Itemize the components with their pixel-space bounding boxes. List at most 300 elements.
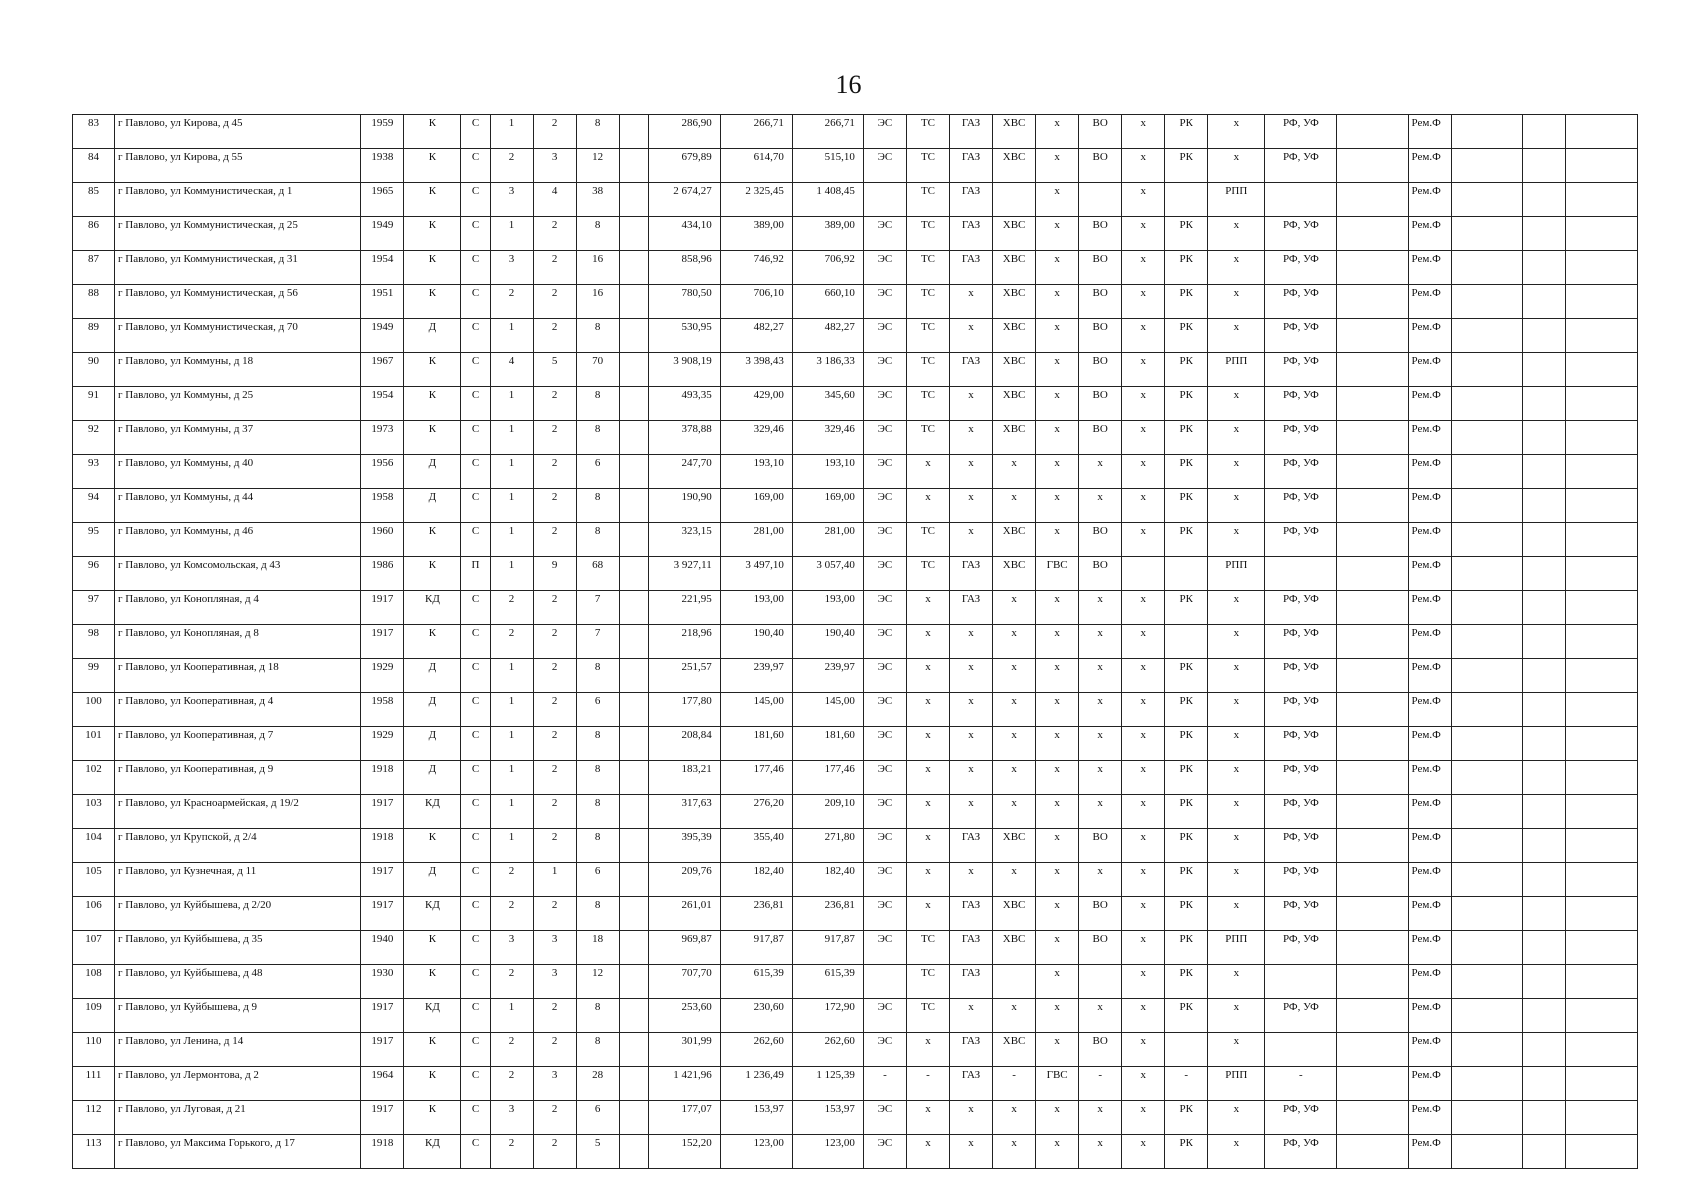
cell-sewerage: ВО (1079, 353, 1122, 387)
cell-hot-water: х (1036, 149, 1079, 183)
cell-apartments: 28 (576, 1067, 619, 1101)
cell-building-type: С (461, 829, 490, 863)
cell-total-area: 208,84 (648, 727, 720, 761)
cell-repair-fund: Рем.Ф (1408, 829, 1451, 863)
cell-floors: 5 (533, 353, 576, 387)
cell-address: г Павлово, ул Коммуны, д 37 (115, 421, 361, 455)
cell-cold-water: ХВС (993, 421, 1036, 455)
table-row (73, 829, 1638, 863)
cell-year-built: 1954 (361, 251, 404, 285)
cell-gas: х (950, 693, 993, 727)
cell-entrances: 2 (490, 1067, 533, 1101)
cell-entrances: 3 (490, 183, 533, 217)
cell-cold-water: ХВС (993, 319, 1036, 353)
cell-col-25 (1451, 591, 1522, 625)
cell-hot-water: х (1036, 1101, 1079, 1135)
cell-apartments: 18 (576, 931, 619, 965)
cell-gas: х (950, 999, 993, 1033)
cell-col-19: х (1122, 625, 1165, 659)
cell-apartments: 7 (576, 625, 619, 659)
cell-fund-type: РФ, УФ (1265, 149, 1337, 183)
cell-building-type: С (461, 489, 490, 523)
cell-row-number: 100 (73, 693, 115, 727)
cell-living-area: 1 236,49 (720, 1067, 792, 1101)
cell-fund-type: РФ, УФ (1265, 727, 1337, 761)
cell-apartments: 5 (576, 1135, 619, 1169)
cell-repair-fund: Рем.Ф (1408, 897, 1451, 931)
cell-private-area: 660,10 (792, 285, 863, 319)
cell-entrances: 2 (490, 591, 533, 625)
cell-address: г Павлово, ул Конопляная, д 8 (115, 625, 361, 659)
cell-gas: х (950, 455, 993, 489)
cell-repair-fund: Рем.Ф (1408, 455, 1451, 489)
cell-col-23 (1337, 1135, 1408, 1169)
cell-gas: ГАЗ (950, 965, 993, 999)
cell-col-19: х (1122, 591, 1165, 625)
cell-building-type: С (461, 1135, 490, 1169)
cell-total-area: 434,10 (648, 217, 720, 251)
cell-col-26 (1522, 353, 1565, 387)
cell-cold-water: ХВС (993, 353, 1036, 387)
cell-building-type: С (461, 727, 490, 761)
cell-total-area: 493,35 (648, 387, 720, 421)
cell-col-27 (1565, 557, 1637, 591)
cell-service-type: х (1208, 455, 1265, 489)
cell-empty-col (619, 183, 648, 217)
cell-private-area: 515,10 (792, 149, 863, 183)
cell-gas: х (950, 319, 993, 353)
cell-building-type: С (461, 795, 490, 829)
cell-total-area: 1 421,96 (648, 1067, 720, 1101)
cell-heating: ТС (906, 523, 949, 557)
cell-cold-water: ХВС (993, 149, 1036, 183)
cell-service-type: х (1208, 1135, 1265, 1169)
cell-heating: х (906, 591, 949, 625)
cell-col-19: х (1122, 795, 1165, 829)
cell-col-20: РК (1165, 897, 1208, 931)
cell-sewerage: х (1079, 693, 1122, 727)
cell-col-27 (1565, 795, 1637, 829)
cell-repair-fund: Рем.Ф (1408, 761, 1451, 795)
cell-apartments: 8 (576, 115, 619, 149)
cell-apartments: 6 (576, 863, 619, 897)
cell-wall-material: КД (404, 591, 461, 625)
cell-address: г Павлово, ул Конопляная, д 4 (115, 591, 361, 625)
cell-private-area: 706,92 (792, 251, 863, 285)
cell-heating: х (906, 693, 949, 727)
cell-electricity: ЭС (863, 863, 906, 897)
cell-empty-col (619, 965, 648, 999)
cell-address: г Павлово, ул Коммуны, д 18 (115, 353, 361, 387)
cell-hot-water: х (1036, 829, 1079, 863)
cell-building-type: С (461, 1033, 490, 1067)
cell-entrances: 1 (490, 489, 533, 523)
cell-apartments: 16 (576, 285, 619, 319)
cell-floors: 2 (533, 319, 576, 353)
cell-col-25 (1451, 115, 1522, 149)
cell-service-type: РПП (1208, 557, 1265, 591)
cell-col-20: РК (1165, 965, 1208, 999)
table-row (73, 659, 1638, 693)
cell-gas: ГАЗ (950, 183, 993, 217)
cell-repair-fund: Рем.Ф (1408, 523, 1451, 557)
cell-heating: ТС (906, 285, 949, 319)
cell-row-number: 112 (73, 1101, 115, 1135)
cell-year-built: 1930 (361, 965, 404, 999)
cell-hot-water: х (1036, 115, 1079, 149)
cell-apartments: 8 (576, 387, 619, 421)
cell-wall-material: К (404, 353, 461, 387)
cell-address: г Павлово, ул Кооперативная, д 9 (115, 761, 361, 795)
cell-total-area: 969,87 (648, 931, 720, 965)
cell-hot-water: х (1036, 659, 1079, 693)
table-row (73, 931, 1638, 965)
cell-gas: ГАЗ (950, 353, 993, 387)
cell-empty-col (619, 523, 648, 557)
cell-col-26 (1522, 897, 1565, 931)
cell-heating: х (906, 897, 949, 931)
cell-col-27 (1565, 591, 1637, 625)
cell-row-number: 99 (73, 659, 115, 693)
cell-repair-fund: Рем.Ф (1408, 625, 1451, 659)
cell-address: г Павлово, ул Крупской, д 2/4 (115, 829, 361, 863)
cell-sewerage: ВО (1079, 115, 1122, 149)
cell-electricity: ЭС (863, 353, 906, 387)
cell-empty-col (619, 999, 648, 1033)
cell-address: г Павлово, ул Куйбышева, д 48 (115, 965, 361, 999)
cell-hot-water: х (1036, 285, 1079, 319)
cell-empty-col (619, 319, 648, 353)
cell-wall-material: КД (404, 999, 461, 1033)
table-row (73, 965, 1638, 999)
cell-gas: ГАЗ (950, 217, 993, 251)
cell-repair-fund: Рем.Ф (1408, 183, 1451, 217)
cell-hot-water: ГВС (1036, 1067, 1079, 1101)
cell-private-area: 239,97 (792, 659, 863, 693)
cell-year-built: 1965 (361, 183, 404, 217)
cell-col-19: х (1122, 727, 1165, 761)
cell-col-23 (1337, 285, 1408, 319)
cell-entrances: 1 (490, 421, 533, 455)
cell-col-25 (1451, 659, 1522, 693)
cell-address: г Павлово, ул Луговая, д 21 (115, 1101, 361, 1135)
cell-total-area: 530,95 (648, 319, 720, 353)
cell-empty-col (619, 863, 648, 897)
cell-service-type: х (1208, 999, 1265, 1033)
cell-cold-water: х (993, 863, 1036, 897)
cell-empty-col (619, 1135, 648, 1169)
cell-private-area: 1 125,39 (792, 1067, 863, 1101)
cell-hot-water: х (1036, 251, 1079, 285)
cell-floors: 2 (533, 217, 576, 251)
cell-wall-material: КД (404, 795, 461, 829)
cell-cold-water: ХВС (993, 557, 1036, 591)
cell-wall-material: КД (404, 1135, 461, 1169)
cell-service-type: х (1208, 115, 1265, 149)
cell-electricity: ЭС (863, 557, 906, 591)
cell-col-19: х (1122, 693, 1165, 727)
cell-apartments: 8 (576, 659, 619, 693)
cell-col-20: РК (1165, 421, 1208, 455)
cell-row-number: 89 (73, 319, 115, 353)
cell-private-area: 209,10 (792, 795, 863, 829)
cell-cold-water: ХВС (993, 523, 1036, 557)
cell-cold-water: х (993, 455, 1036, 489)
cell-private-area: 3 057,40 (792, 557, 863, 591)
cell-row-number: 107 (73, 931, 115, 965)
cell-entrances: 2 (490, 149, 533, 183)
cell-col-25 (1451, 455, 1522, 489)
cell-private-area: 281,00 (792, 523, 863, 557)
cell-wall-material: К (404, 523, 461, 557)
cell-entrances: 1 (490, 693, 533, 727)
cell-hot-water: х (1036, 761, 1079, 795)
cell-sewerage: х (1079, 863, 1122, 897)
cell-col-27 (1565, 863, 1637, 897)
cell-repair-fund: Рем.Ф (1408, 693, 1451, 727)
cell-repair-fund: Рем.Ф (1408, 285, 1451, 319)
cell-col-20 (1165, 1033, 1208, 1067)
cell-col-19: х (1122, 1033, 1165, 1067)
cell-row-number: 104 (73, 829, 115, 863)
cell-heating: х (906, 795, 949, 829)
cell-sewerage: ВО (1079, 217, 1122, 251)
cell-col-26 (1522, 829, 1565, 863)
cell-row-number: 92 (73, 421, 115, 455)
cell-total-area: 3 908,19 (648, 353, 720, 387)
cell-fund-type: РФ, УФ (1265, 897, 1337, 931)
cell-sewerage: ВО (1079, 319, 1122, 353)
cell-col-20: РК (1165, 1135, 1208, 1169)
cell-apartments: 6 (576, 455, 619, 489)
cell-col-23 (1337, 1101, 1408, 1135)
cell-col-20 (1165, 557, 1208, 591)
cell-row-number: 93 (73, 455, 115, 489)
registry-body (73, 115, 1638, 1169)
cell-gas: х (950, 1135, 993, 1169)
cell-col-26 (1522, 523, 1565, 557)
cell-private-area: 153,97 (792, 1101, 863, 1135)
cell-cold-water: х (993, 489, 1036, 523)
cell-living-area: 123,00 (720, 1135, 792, 1169)
cell-apartments: 16 (576, 251, 619, 285)
cell-service-type: х (1208, 693, 1265, 727)
cell-total-area: 707,70 (648, 965, 720, 999)
cell-row-number: 101 (73, 727, 115, 761)
cell-apartments: 8 (576, 523, 619, 557)
cell-year-built: 1918 (361, 829, 404, 863)
cell-col-25 (1451, 965, 1522, 999)
cell-col-26 (1522, 761, 1565, 795)
cell-col-20: РК (1165, 455, 1208, 489)
cell-cold-water: - (993, 1067, 1036, 1101)
cell-service-type: х (1208, 285, 1265, 319)
cell-col-27 (1565, 829, 1637, 863)
cell-heating: х (906, 489, 949, 523)
cell-fund-type: РФ, УФ (1265, 1135, 1337, 1169)
cell-gas: х (950, 1101, 993, 1135)
cell-col-25 (1451, 795, 1522, 829)
cell-wall-material: Д (404, 455, 461, 489)
cell-hot-water: х (1036, 693, 1079, 727)
cell-wall-material: К (404, 285, 461, 319)
cell-cold-water: х (993, 761, 1036, 795)
cell-heating: ТС (906, 353, 949, 387)
cell-gas: х (950, 421, 993, 455)
cell-electricity: ЭС (863, 217, 906, 251)
cell-building-type: С (461, 251, 490, 285)
cell-building-type: С (461, 1067, 490, 1101)
cell-cold-water (993, 965, 1036, 999)
cell-col-23 (1337, 455, 1408, 489)
cell-private-area: 145,00 (792, 693, 863, 727)
cell-private-area: 236,81 (792, 897, 863, 931)
cell-col-23 (1337, 489, 1408, 523)
cell-floors: 2 (533, 625, 576, 659)
cell-year-built: 1956 (361, 455, 404, 489)
cell-entrances: 2 (490, 1033, 533, 1067)
cell-col-23 (1337, 999, 1408, 1033)
cell-private-area: 190,40 (792, 625, 863, 659)
cell-col-25 (1451, 557, 1522, 591)
cell-col-23 (1337, 387, 1408, 421)
cell-gas: х (950, 489, 993, 523)
cell-hot-water: х (1036, 1135, 1079, 1169)
cell-fund-type: - (1265, 1067, 1337, 1101)
cell-wall-material: К (404, 149, 461, 183)
cell-floors: 9 (533, 557, 576, 591)
cell-col-27 (1565, 1135, 1637, 1169)
table-row (73, 421, 1638, 455)
cell-wall-material: К (404, 965, 461, 999)
cell-year-built: 1917 (361, 863, 404, 897)
cell-sewerage: ВО (1079, 931, 1122, 965)
cell-empty-col (619, 285, 648, 319)
cell-living-area: 230,60 (720, 999, 792, 1033)
cell-apartments: 8 (576, 897, 619, 931)
cell-living-area: 706,10 (720, 285, 792, 319)
cell-floors: 1 (533, 863, 576, 897)
cell-private-area: 262,60 (792, 1033, 863, 1067)
cell-fund-type: РФ, УФ (1265, 659, 1337, 693)
cell-col-20 (1165, 625, 1208, 659)
cell-electricity: ЭС (863, 727, 906, 761)
cell-building-type: С (461, 285, 490, 319)
cell-col-20: РК (1165, 693, 1208, 727)
cell-floors: 3 (533, 1067, 576, 1101)
cell-building-type: С (461, 931, 490, 965)
cell-col-26 (1522, 387, 1565, 421)
cell-empty-col (619, 489, 648, 523)
cell-col-20: - (1165, 1067, 1208, 1101)
cell-electricity: ЭС (863, 115, 906, 149)
cell-total-area: 218,96 (648, 625, 720, 659)
cell-cold-water: ХВС (993, 829, 1036, 863)
cell-repair-fund: Рем.Ф (1408, 863, 1451, 897)
cell-wall-material: Д (404, 761, 461, 795)
cell-col-20: РК (1165, 217, 1208, 251)
cell-col-23 (1337, 693, 1408, 727)
cell-entrances: 2 (490, 897, 533, 931)
cell-fund-type: РФ, УФ (1265, 319, 1337, 353)
cell-sewerage: ВО (1079, 523, 1122, 557)
cell-row-number: 94 (73, 489, 115, 523)
cell-heating: ТС (906, 557, 949, 591)
cell-col-25 (1451, 727, 1522, 761)
cell-entrances: 1 (490, 387, 533, 421)
cell-cold-water: х (993, 693, 1036, 727)
cell-col-26 (1522, 625, 1565, 659)
cell-empty-col (619, 829, 648, 863)
cell-private-area: 917,87 (792, 931, 863, 965)
cell-heating: х (906, 829, 949, 863)
cell-fund-type (1265, 557, 1337, 591)
cell-col-26 (1522, 659, 1565, 693)
cell-building-type: С (461, 591, 490, 625)
cell-heating: х (906, 727, 949, 761)
cell-building-type: С (461, 897, 490, 931)
cell-year-built: 1986 (361, 557, 404, 591)
cell-row-number: 96 (73, 557, 115, 591)
table-row (73, 1135, 1638, 1169)
cell-col-25 (1451, 1135, 1522, 1169)
cell-col-25 (1451, 217, 1522, 251)
cell-col-25 (1451, 1033, 1522, 1067)
cell-private-area: 1 408,45 (792, 183, 863, 217)
cell-sewerage: ВО (1079, 829, 1122, 863)
cell-col-19: х (1122, 251, 1165, 285)
cell-floors: 2 (533, 285, 576, 319)
cell-gas: х (950, 285, 993, 319)
cell-heating: х (906, 1135, 949, 1169)
cell-living-area: 746,92 (720, 251, 792, 285)
cell-floors: 2 (533, 1135, 576, 1169)
cell-floors: 2 (533, 659, 576, 693)
cell-gas: х (950, 727, 993, 761)
cell-col-25 (1451, 1101, 1522, 1135)
cell-building-type: С (461, 353, 490, 387)
cell-col-19: х (1122, 523, 1165, 557)
cell-heating: х (906, 1101, 949, 1135)
cell-heating: х (906, 1033, 949, 1067)
cell-sewerage: х (1079, 999, 1122, 1033)
cell-row-number: 105 (73, 863, 115, 897)
cell-year-built: 1940 (361, 931, 404, 965)
cell-repair-fund: Рем.Ф (1408, 591, 1451, 625)
table-row (73, 217, 1638, 251)
cell-apartments: 8 (576, 795, 619, 829)
cell-address: г Павлово, ул Кузнечная, д 11 (115, 863, 361, 897)
cell-gas: ГАЗ (950, 557, 993, 591)
cell-heating: ТС (906, 999, 949, 1033)
cell-private-area: 193,10 (792, 455, 863, 489)
cell-wall-material: Д (404, 319, 461, 353)
cell-wall-material: К (404, 387, 461, 421)
cell-row-number: 97 (73, 591, 115, 625)
cell-year-built: 1967 (361, 353, 404, 387)
cell-wall-material: К (404, 931, 461, 965)
cell-empty-col (619, 1101, 648, 1135)
cell-sewerage: ВО (1079, 285, 1122, 319)
cell-row-number: 111 (73, 1067, 115, 1101)
cell-entrances: 1 (490, 557, 533, 591)
cell-sewerage: ВО (1079, 387, 1122, 421)
cell-cold-water: х (993, 591, 1036, 625)
cell-sewerage (1079, 965, 1122, 999)
cell-fund-type: РФ, УФ (1265, 421, 1337, 455)
cell-col-20: РК (1165, 761, 1208, 795)
cell-entrances: 1 (490, 455, 533, 489)
